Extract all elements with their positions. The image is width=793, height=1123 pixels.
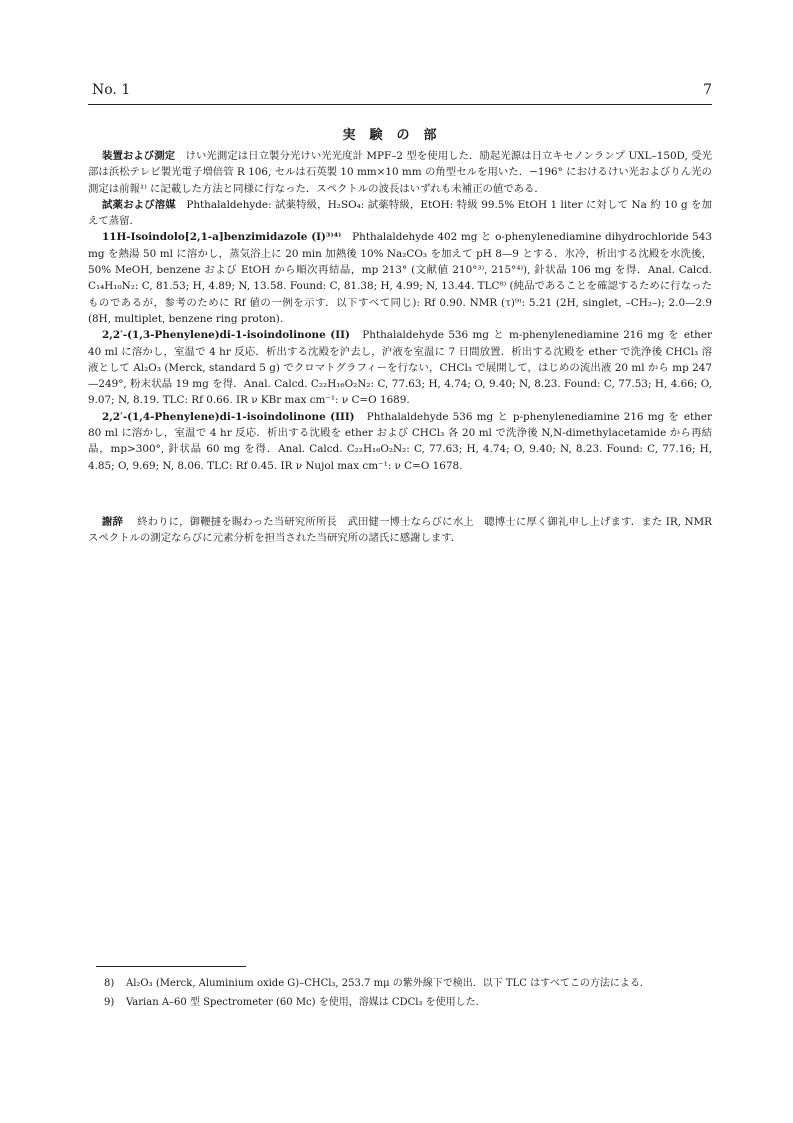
acknowledgement — [88, 514, 712, 547]
issue-number: No. 1 — [92, 82, 131, 98]
header-rule — [88, 104, 712, 105]
paragraph-apparatus — [88, 148, 712, 197]
footnote-number: 9) — [104, 996, 115, 1008]
paragraph-heading: 装置および測定 — [102, 150, 176, 162]
paragraph-text: けい光測定は日立製分光けい光光度計 MPF–2 型を使用した．励起光源は日立キセノンランプ UXL–150D, 受光部は浜松テレビ製光電子増倍管 R 106, セルは石英製 10 mm×10 mm の角型セルを用いた．−196° におけるけい光およびりん光の測定は前報¹⁾ に記載した方法と同様に行なった．スペクトルの波長はいずれも未補正の値である． — [88, 150, 712, 195]
footnote-text: Varian A–60 型 Spectrometer (60 Mc) を使用，溶媒は CDCl₃ を使用した． — [126, 996, 486, 1008]
paragraph-text: Phthalaldehyde 402 mg と o-phenylenediamine dihydrochloride 543 mg を熱湯 50 ml に溶かし，蒸気浴上に 20 min 加熱後 10% Na₂CO₃ を加えて pH 8—9 とする．氷冷，析出する沈殿を水洗後，50% MeOH, benzene および EtOH から順次再結晶，mp 213° (文献値 210°³⁾, 215°⁴⁾), 針状晶 106 mg を得．Anal. Calcd. C₁₄H₁₀N₂: C, 81.53; H, 4.89; N, 13.58. Found: C, 81.38; H, 4.99; N, 13.44. TLC⁸⁾ (純品であることを確認するために行なったものであるが，参考のために Rf 値の一例を示す．以下すべて同じ): Rf 0.90. NMR (τ)⁹⁾: 5.21 (2H, singlet, –CH₂–); 2.0—2.9 (8H, multiplet, benzene ring proton). — [88, 231, 712, 325]
footnote-8 — [104, 976, 710, 992]
acknowledgement-heading: 謝辞 — [102, 516, 124, 528]
paragraph-reagents — [88, 197, 712, 230]
compound-heading: 2,2′-(1,3-Phenylene)di-1-isoindolinone (II) — [102, 329, 350, 342]
footnote-text: Al₂O₃ (Merck, Aluminium oxide G)–CHCl₃, 253.7 mμ の紫外線下で検出．以下 TLC はすべてこの方法による． — [126, 978, 650, 989]
paragraph-compound-iii — [88, 409, 712, 474]
footnote-number: 8) — [104, 978, 115, 989]
footnotes — [104, 976, 710, 1013]
paragraph-heading: 試薬および溶媒 — [102, 198, 176, 211]
paragraph-text: Phthalaldehyde: 試薬特級，H₂SO₄: 試薬特級，EtOH: 特級 99.5% EtOH 1 liter に対して Na 約 10 g を加えて蒸留． — [88, 198, 712, 228]
footnote-rule — [96, 966, 246, 967]
experimental-body — [88, 148, 712, 474]
paragraph-text: Phthalaldehyde 536 mg と m-phenylenediamine 216 mg を ether 40 ml に溶かし，室温で 4 hr 反応．析出する沈殿を沪去し，沪液を室温に 7 日間放置．析出する沈殿を ether で洗浄後 CHCl₃ 溶液として Al₂O₃ (Merck, standard 5 g) でクロマトグラフィーを行ない，CHCl₃ で展開して，はじめの流出液 20 ml から mp 247—249°, 粉末状晶 19 mg を得．Anal. Calcd. C₂₂H₁₆O₂N₂: C, 77.63; H, 4.74; O, 9.40; N, 8.23. Found: C, 77.53; H, 4.66; O, 9.07; N, 8.19. TLC: Rf 0.66. IR ν KBr max cm⁻¹: ν C=O 1689. — [88, 329, 712, 407]
section-title: 実験の部 — [342, 128, 451, 143]
footnote-9 — [104, 995, 710, 1011]
compound-heading: 2,2′-(1,4-Phenylene)di-1-isoindolinone (III) — [102, 410, 355, 423]
compound-heading: 11H-Isoindolo[2,1-a]benzimidazole (I)³⁾⁴⁾ — [102, 231, 342, 244]
paragraph-compound-ii — [88, 327, 712, 408]
paragraph-compound-i — [88, 229, 712, 327]
acknowledgement-text: 終わりに，御鞭撻を賜わった当研究所所長 武田健一博士ならびに水上 聰博士に厚く御礼申し上げます．また IR, NMR スペクトルの測定ならびに元素分析を担当された当研究所の諸氏に感謝します． — [88, 516, 713, 545]
page-number: 7 — [703, 82, 712, 98]
paragraph-text: Phthalaldehyde 536 mg と p-phenylenediamine 216 mg を ether 80 ml に溶かし，室温で 4 hr 反応．析出する沈殿を ether および CHCl₃ 各 20 ml で洗浄後 N,N-dimethylacetamide から再結晶，mp>300°, 針状晶 60 mg を得．Anal. Calcd. C₂₂H₁₆O₂N₂: C, 77.63; H, 4.74; O, 9.40; N, 8.23. Found: C, 77.16; H, 4.85; O, 9.69; N, 8.06. TLC: Rf 0.45. IR ν Nujol max cm⁻¹: ν C=O 1678. — [88, 410, 712, 472]
page-header — [92, 82, 712, 102]
